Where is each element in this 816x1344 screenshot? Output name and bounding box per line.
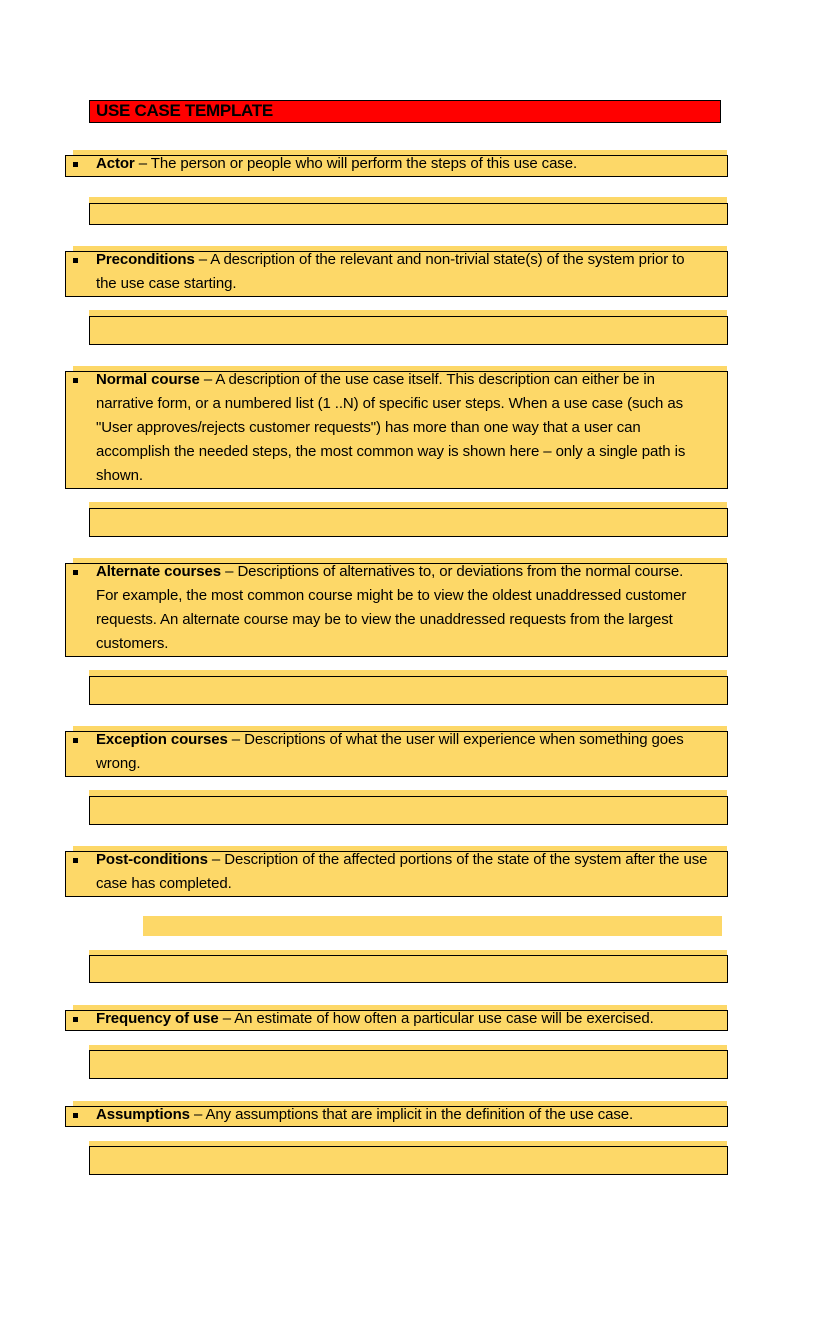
description: A description of the relevant and non-trivial state(s) of the system prior to the use case starting. bbox=[96, 251, 685, 292]
dash: – bbox=[194, 1106, 203, 1123]
bullet-icon bbox=[73, 858, 78, 863]
dash: – bbox=[203, 371, 213, 388]
input-normal-course[interactable] bbox=[89, 508, 728, 537]
bullet-icon bbox=[73, 1113, 78, 1118]
term: Assumptions bbox=[96, 1106, 190, 1123]
input-exception-courses[interactable] bbox=[89, 796, 728, 825]
description: Description of the affected portions of the state of the system after the use case has completed. bbox=[96, 851, 708, 892]
dash: – bbox=[211, 851, 221, 868]
field-label-actor bbox=[96, 152, 721, 176]
dash: – bbox=[225, 563, 234, 580]
field-label-normal-course bbox=[96, 368, 716, 488]
dash: – bbox=[222, 1010, 231, 1027]
bullet-icon bbox=[73, 258, 78, 263]
field-label-alternate-courses bbox=[96, 560, 704, 656]
bullet-icon bbox=[73, 738, 78, 743]
description: Any assumptions that are implicit in the definition of the use case. bbox=[205, 1106, 634, 1123]
description: An estimate of how often a particular use case will be exercised. bbox=[234, 1010, 654, 1027]
description: Descriptions of what the user will experience when something goes wrong. bbox=[96, 731, 684, 772]
highlight-band bbox=[143, 916, 722, 936]
field-label-preconditions bbox=[96, 248, 708, 296]
field-label-frequency-of-use bbox=[96, 1007, 736, 1031]
field-label-assumptions bbox=[96, 1103, 736, 1127]
term: Post-conditions bbox=[96, 851, 208, 868]
description: The person or people who will perform the steps of this use case. bbox=[150, 155, 578, 172]
bullet-icon bbox=[73, 162, 78, 167]
dash: – bbox=[198, 251, 208, 268]
bullet-icon bbox=[73, 1017, 78, 1022]
field-label-exception-courses bbox=[96, 728, 708, 776]
dash: – bbox=[231, 731, 241, 748]
term: Alternate courses bbox=[96, 563, 222, 580]
dash: – bbox=[138, 155, 147, 172]
term: Frequency of use bbox=[96, 1010, 219, 1027]
description: Descriptions of alternatives to, or deviations from the normal course. For example, the most common course might be to view the oldest unaddressed customer requests. An alternate course may be to view the unaddressed requests from the largest customers. bbox=[96, 563, 687, 652]
term: Actor bbox=[96, 155, 135, 172]
term: Preconditions bbox=[96, 251, 195, 268]
input-frequency-of-use[interactable] bbox=[89, 1050, 728, 1079]
input-post-conditions[interactable] bbox=[89, 955, 728, 983]
bullet-icon bbox=[73, 570, 78, 575]
input-actor[interactable] bbox=[89, 203, 728, 225]
page-title: USE CASE TEMPLATE bbox=[89, 100, 721, 123]
term: Exception courses bbox=[96, 731, 228, 748]
description: A description of the use case itself. This description can either be in narrative form, or a numbered list (1 ..N) of specific user steps. When a use case (such as "User approves/rejects customer requests") has more than one way that a user can accomplish the needed steps, the most common way is shown here – only a single path is shown. bbox=[96, 371, 686, 484]
input-preconditions[interactable] bbox=[89, 316, 728, 345]
input-alternate-courses[interactable] bbox=[89, 676, 728, 705]
bullet-icon bbox=[73, 378, 78, 383]
term: Normal course bbox=[96, 371, 200, 388]
field-label-post-conditions bbox=[96, 848, 708, 896]
input-assumptions[interactable] bbox=[89, 1146, 728, 1175]
